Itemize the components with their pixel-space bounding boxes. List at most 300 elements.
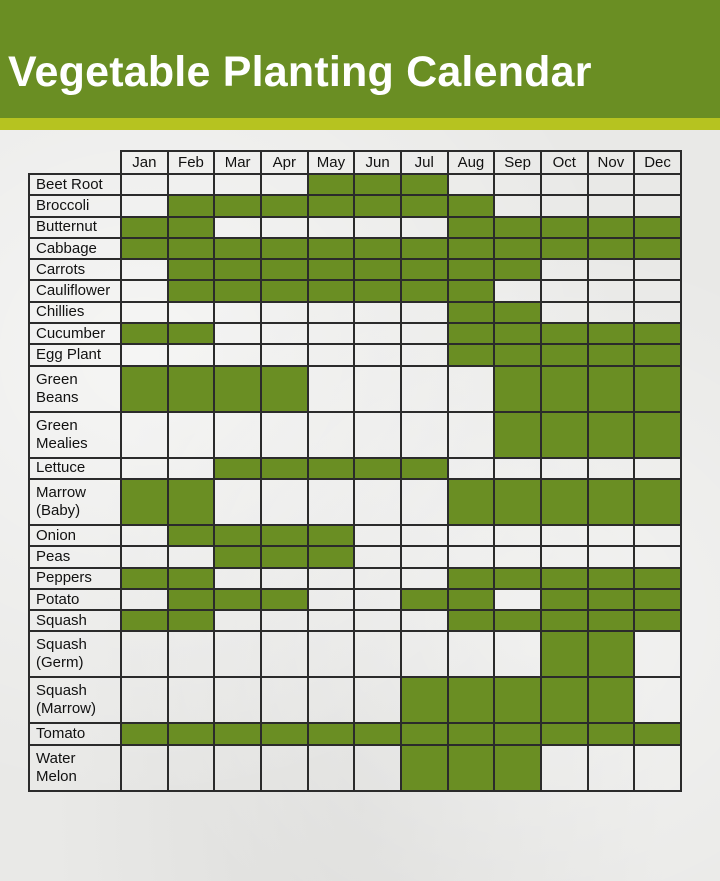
planting-cell-dec (634, 238, 681, 259)
month-header-sep: Sep (494, 151, 541, 174)
planting-cell-nov (588, 323, 635, 344)
planting-cell-mar (214, 412, 261, 458)
table-row (29, 302, 681, 323)
planting-cell-jul (401, 745, 448, 791)
planting-cell-oct (541, 546, 588, 567)
month-header-row (29, 151, 681, 174)
planting-cell-jul (401, 677, 448, 723)
vegetable-name: Butternut (29, 217, 121, 238)
planting-cell-mar (214, 302, 261, 323)
planting-cell-sep (494, 479, 541, 525)
planting-cell-dec (634, 458, 681, 479)
planting-cell-sep (494, 344, 541, 365)
planting-cell-jul (401, 546, 448, 567)
planting-cell-oct (541, 323, 588, 344)
planting-cell-apr (261, 610, 308, 631)
planting-cell-may (308, 589, 355, 610)
planting-cell-oct (541, 344, 588, 365)
planting-cell-jun (354, 610, 401, 631)
planting-cell-jun (354, 217, 401, 238)
page-title: Vegetable Planting Calendar (8, 48, 592, 96)
planting-cell-jan (121, 458, 168, 479)
planting-cell-may (308, 280, 355, 301)
planting-cell-feb (168, 631, 215, 677)
planting-cell-aug (448, 458, 495, 479)
planting-cell-apr (261, 525, 308, 546)
planting-cell-aug (448, 412, 495, 458)
vegetable-name: Lettuce (29, 458, 121, 479)
planting-cell-may (308, 610, 355, 631)
planting-cell-apr (261, 217, 308, 238)
planting-cell-sep (494, 610, 541, 631)
planting-cell-mar (214, 458, 261, 479)
planting-cell-mar (214, 546, 261, 567)
planting-cell-apr (261, 479, 308, 525)
planting-cell-feb (168, 610, 215, 631)
planting-cell-jun (354, 568, 401, 589)
planting-cell-oct (541, 458, 588, 479)
planting-cell-jun (354, 723, 401, 744)
table-row (29, 195, 681, 216)
planting-cell-jun (354, 525, 401, 546)
vegetable-name: Tomato (29, 723, 121, 744)
planting-cell-jan (121, 195, 168, 216)
planting-cell-jun (354, 546, 401, 567)
planting-cell-apr (261, 323, 308, 344)
vegetable-name: Carrots (29, 259, 121, 280)
planting-cell-oct (541, 589, 588, 610)
planting-cell-may (308, 723, 355, 744)
planting-cell-oct (541, 525, 588, 546)
planting-cell-dec (634, 302, 681, 323)
planting-cell-feb (168, 344, 215, 365)
planting-cell-sep (494, 195, 541, 216)
planting-cell-dec (634, 745, 681, 791)
planting-cell-nov (588, 280, 635, 301)
month-header-dec: Dec (634, 151, 681, 174)
planting-cell-mar (214, 610, 261, 631)
planting-cell-apr (261, 174, 308, 195)
planting-cell-may (308, 195, 355, 216)
calendar-body (29, 174, 681, 791)
planting-cell-aug (448, 479, 495, 525)
planting-cell-dec (634, 631, 681, 677)
month-header-jan: Jan (121, 151, 168, 174)
planting-cell-jan (121, 412, 168, 458)
planting-cell-apr (261, 568, 308, 589)
planting-cell-nov (588, 366, 635, 412)
vegetable-name: Peppers (29, 568, 121, 589)
planting-cell-jan (121, 366, 168, 412)
planting-cell-sep (494, 525, 541, 546)
planting-cell-jun (354, 259, 401, 280)
planting-cell-jan (121, 174, 168, 195)
planting-cell-nov (588, 546, 635, 567)
table-row (29, 412, 681, 458)
planting-cell-may (308, 479, 355, 525)
header-banner (0, 0, 720, 118)
planting-cell-dec (634, 610, 681, 631)
table-row (29, 568, 681, 589)
planting-cell-oct (541, 479, 588, 525)
table-row (29, 217, 681, 238)
planting-cell-may (308, 344, 355, 365)
planting-cell-mar (214, 238, 261, 259)
planting-cell-feb (168, 745, 215, 791)
planting-cell-jul (401, 610, 448, 631)
planting-cell-oct (541, 302, 588, 323)
planting-cell-apr (261, 631, 308, 677)
planting-cell-oct (541, 723, 588, 744)
planting-cell-mar (214, 344, 261, 365)
planting-cell-jun (354, 174, 401, 195)
planting-cell-jun (354, 302, 401, 323)
planting-cell-dec (634, 280, 681, 301)
planting-cell-may (308, 217, 355, 238)
vegetable-name: Peas (29, 546, 121, 567)
planting-cell-nov (588, 458, 635, 479)
planting-cell-aug (448, 631, 495, 677)
planting-cell-mar (214, 525, 261, 546)
planting-cell-feb (168, 195, 215, 216)
vegetable-name: Egg Plant (29, 344, 121, 365)
planting-cell-mar (214, 568, 261, 589)
planting-cell-sep (494, 280, 541, 301)
planting-cell-apr (261, 412, 308, 458)
planting-cell-oct (541, 745, 588, 791)
planting-cell-dec (634, 366, 681, 412)
planting-cell-jan (121, 525, 168, 546)
table-row (29, 589, 681, 610)
planting-cell-feb (168, 280, 215, 301)
planting-cell-dec (634, 568, 681, 589)
planting-cell-dec (634, 677, 681, 723)
planting-cell-mar (214, 745, 261, 791)
corner-cell (29, 151, 121, 174)
header-accent-stripe (0, 118, 720, 130)
planting-cell-dec (634, 217, 681, 238)
planting-cell-apr (261, 302, 308, 323)
planting-calendar-table (28, 150, 682, 792)
planting-cell-dec (634, 589, 681, 610)
planting-cell-jul (401, 344, 448, 365)
planting-cell-aug (448, 238, 495, 259)
table-row (29, 610, 681, 631)
planting-cell-apr (261, 344, 308, 365)
planting-cell-feb (168, 479, 215, 525)
planting-cell-jul (401, 174, 448, 195)
planting-cell-sep (494, 589, 541, 610)
planting-cell-jul (401, 238, 448, 259)
planting-cell-feb (168, 458, 215, 479)
planting-cell-oct (541, 631, 588, 677)
planting-cell-jun (354, 366, 401, 412)
planting-cell-sep (494, 174, 541, 195)
vegetable-name: Squash (29, 610, 121, 631)
planting-cell-jun (354, 589, 401, 610)
vegetable-name: Onion (29, 525, 121, 546)
planting-cell-jul (401, 479, 448, 525)
planting-cell-jun (354, 412, 401, 458)
planting-cell-oct (541, 366, 588, 412)
planting-cell-mar (214, 280, 261, 301)
planting-cell-sep (494, 238, 541, 259)
planting-cell-apr (261, 259, 308, 280)
planting-cell-sep (494, 259, 541, 280)
vegetable-name: Cauliflower (29, 280, 121, 301)
planting-cell-jan (121, 479, 168, 525)
planting-cell-feb (168, 525, 215, 546)
planting-cell-jun (354, 280, 401, 301)
table-row (29, 280, 681, 301)
planting-cell-feb (168, 546, 215, 567)
planting-cell-aug (448, 546, 495, 567)
planting-cell-dec (634, 546, 681, 567)
planting-cell-may (308, 631, 355, 677)
planting-cell-jan (121, 568, 168, 589)
planting-cell-jan (121, 677, 168, 723)
planting-cell-oct (541, 677, 588, 723)
planting-cell-aug (448, 723, 495, 744)
vegetable-name: Squash (Marrow) (29, 677, 121, 723)
month-header-feb: Feb (168, 151, 215, 174)
table-row (29, 259, 681, 280)
planting-cell-apr (261, 677, 308, 723)
planting-cell-sep (494, 366, 541, 412)
planting-cell-may (308, 259, 355, 280)
month-header-oct: Oct (541, 151, 588, 174)
planting-cell-jun (354, 631, 401, 677)
vegetable-name: Water Melon (29, 745, 121, 791)
planting-cell-may (308, 458, 355, 479)
month-header-apr: Apr (261, 151, 308, 174)
planting-cell-dec (634, 259, 681, 280)
vegetable-name: Broccoli (29, 195, 121, 216)
planting-cell-nov (588, 217, 635, 238)
planting-cell-mar (214, 723, 261, 744)
planting-cell-nov (588, 677, 635, 723)
month-header-may: May (308, 151, 355, 174)
planting-cell-mar (214, 259, 261, 280)
planting-cell-feb (168, 174, 215, 195)
planting-cell-jul (401, 217, 448, 238)
planting-cell-feb (168, 323, 215, 344)
planting-cell-jun (354, 745, 401, 791)
month-header-aug: Aug (448, 151, 495, 174)
planting-cell-jun (354, 458, 401, 479)
planting-cell-jan (121, 238, 168, 259)
planting-cell-apr (261, 723, 308, 744)
planting-cell-feb (168, 412, 215, 458)
planting-cell-jul (401, 366, 448, 412)
planting-cell-sep (494, 458, 541, 479)
planting-cell-sep (494, 631, 541, 677)
planting-cell-mar (214, 217, 261, 238)
planting-cell-aug (448, 589, 495, 610)
planting-cell-apr (261, 280, 308, 301)
planting-cell-aug (448, 195, 495, 216)
planting-cell-jul (401, 458, 448, 479)
planting-cell-oct (541, 195, 588, 216)
planting-cell-sep (494, 302, 541, 323)
planting-cell-may (308, 677, 355, 723)
month-header-jun: Jun (354, 151, 401, 174)
planting-cell-nov (588, 479, 635, 525)
planting-cell-jun (354, 479, 401, 525)
planting-cell-may (308, 525, 355, 546)
table-row (29, 344, 681, 365)
planting-cell-sep (494, 745, 541, 791)
planting-cell-aug (448, 259, 495, 280)
planting-cell-may (308, 323, 355, 344)
planting-cell-may (308, 174, 355, 195)
planting-cell-dec (634, 412, 681, 458)
vegetable-name: Cabbage (29, 238, 121, 259)
planting-cell-jan (121, 302, 168, 323)
planting-cell-may (308, 546, 355, 567)
planting-cell-nov (588, 412, 635, 458)
planting-cell-sep (494, 323, 541, 344)
planting-cell-may (308, 412, 355, 458)
planting-cell-apr (261, 745, 308, 791)
planting-cell-dec (634, 195, 681, 216)
planting-cell-may (308, 366, 355, 412)
vegetable-name: Marrow (Baby) (29, 479, 121, 525)
planting-cell-oct (541, 259, 588, 280)
planting-cell-sep (494, 568, 541, 589)
planting-cell-aug (448, 174, 495, 195)
vegetable-name: Squash (Germ) (29, 631, 121, 677)
planting-cell-sep (494, 217, 541, 238)
vegetable-name: Green Beans (29, 366, 121, 412)
planting-cell-sep (494, 412, 541, 458)
planting-cell-feb (168, 723, 215, 744)
planting-cell-oct (541, 412, 588, 458)
planting-cell-dec (634, 479, 681, 525)
planting-cell-nov (588, 568, 635, 589)
table-row (29, 479, 681, 525)
planting-cell-jan (121, 217, 168, 238)
planting-cell-nov (588, 195, 635, 216)
planting-cell-apr (261, 238, 308, 259)
planting-cell-jul (401, 631, 448, 677)
table-row (29, 546, 681, 567)
planting-cell-dec (634, 344, 681, 365)
planting-cell-oct (541, 174, 588, 195)
table-row (29, 366, 681, 412)
vegetable-name: Beet Root (29, 174, 121, 195)
planting-cell-apr (261, 546, 308, 567)
planting-cell-jan (121, 323, 168, 344)
planting-cell-may (308, 238, 355, 259)
planting-cell-mar (214, 677, 261, 723)
planting-cell-apr (261, 589, 308, 610)
planting-cell-jan (121, 546, 168, 567)
planting-cell-sep (494, 677, 541, 723)
planting-cell-nov (588, 302, 635, 323)
planting-cell-jul (401, 525, 448, 546)
planting-cell-may (308, 568, 355, 589)
planting-cell-nov (588, 525, 635, 546)
planting-cell-jan (121, 723, 168, 744)
table-row (29, 677, 681, 723)
planting-cell-mar (214, 323, 261, 344)
planting-cell-feb (168, 302, 215, 323)
planting-cell-aug (448, 302, 495, 323)
planting-cell-jun (354, 195, 401, 216)
planting-cell-feb (168, 677, 215, 723)
planting-cell-mar (214, 366, 261, 412)
planting-cell-nov (588, 631, 635, 677)
planting-cell-may (308, 302, 355, 323)
table-row (29, 525, 681, 546)
planting-cell-jul (401, 723, 448, 744)
table-row (29, 174, 681, 195)
planting-cell-apr (261, 195, 308, 216)
table-row (29, 745, 681, 791)
table-row (29, 631, 681, 677)
planting-cell-jul (401, 412, 448, 458)
planting-cell-feb (168, 568, 215, 589)
planting-cell-aug (448, 366, 495, 412)
planting-cell-oct (541, 238, 588, 259)
planting-cell-feb (168, 217, 215, 238)
month-header-mar: Mar (214, 151, 261, 174)
planting-cell-nov (588, 174, 635, 195)
planting-cell-jul (401, 195, 448, 216)
planting-cell-mar (214, 174, 261, 195)
table-row (29, 323, 681, 344)
planting-cell-jul (401, 280, 448, 301)
planting-cell-aug (448, 323, 495, 344)
planting-cell-jul (401, 259, 448, 280)
planting-cell-mar (214, 589, 261, 610)
planting-cell-feb (168, 259, 215, 280)
vegetable-name: Chillies (29, 302, 121, 323)
planting-cell-nov (588, 344, 635, 365)
planting-cell-jan (121, 344, 168, 365)
planting-cell-apr (261, 458, 308, 479)
planting-cell-aug (448, 677, 495, 723)
planting-cell-oct (541, 280, 588, 301)
planting-cell-sep (494, 546, 541, 567)
planting-cell-nov (588, 723, 635, 744)
month-header-jul: Jul (401, 151, 448, 174)
planting-cell-aug (448, 344, 495, 365)
vegetable-name: Cucumber (29, 323, 121, 344)
planting-cell-feb (168, 589, 215, 610)
vegetable-name: Green Mealies (29, 412, 121, 458)
table-row (29, 723, 681, 744)
planting-cell-nov (588, 610, 635, 631)
planting-cell-oct (541, 568, 588, 589)
planting-cell-feb (168, 366, 215, 412)
planting-cell-nov (588, 259, 635, 280)
planting-cell-jan (121, 280, 168, 301)
vegetable-name: Potato (29, 589, 121, 610)
planting-cell-apr (261, 366, 308, 412)
planting-cell-jan (121, 610, 168, 631)
planting-cell-jan (121, 745, 168, 791)
planting-cell-jan (121, 259, 168, 280)
planting-cell-dec (634, 723, 681, 744)
planting-cell-dec (634, 525, 681, 546)
planting-cell-jun (354, 344, 401, 365)
planting-cell-jun (354, 238, 401, 259)
planting-cell-oct (541, 217, 588, 238)
planting-cell-jul (401, 589, 448, 610)
planting-cell-oct (541, 610, 588, 631)
